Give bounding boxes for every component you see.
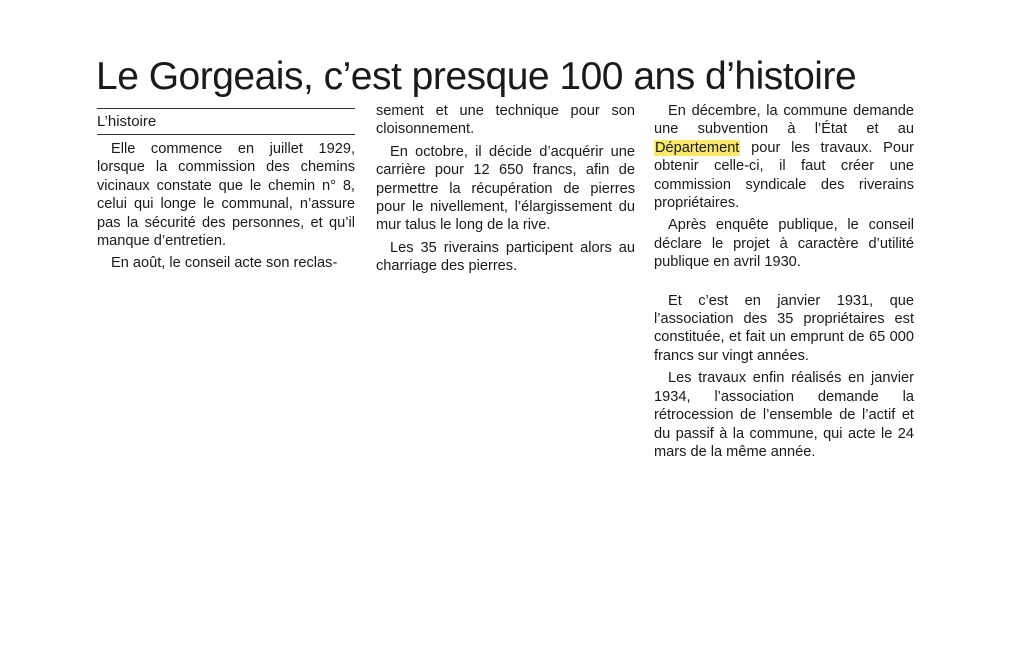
article-column-1 (97, 102, 355, 273)
paragraph-decembre (654, 102, 914, 212)
paragraph-intro: Elle commence en juillet 1929, lorsque la commission des chemins vicinaux constate que le chemin n° 8, celui qui longe le communal, n’assure pas la sécurité des personnes, et qu’il manque d’entretien. (97, 141, 355, 250)
article-headline: Le Gorgeais, c’est presque 100 ans d’histoire (96, 55, 857, 98)
paragraph-enquete: Après enquête publique, le conseil déclare le projet à caractère d’utilité publique en avril 1930. (654, 217, 914, 271)
paragraph-janvier-1931: Et c’est en janvier 1931, que l’association des 35 propriétaires est constituée, et fait un emprunt de 65 000 francs sur vingt années. (654, 292, 914, 364)
paragraph-continuation: sement et une technique pour son cloisonnement. (376, 103, 635, 138)
paragraph-riverains: Les 35 riverains participent alors au charriage des pierres. (376, 239, 635, 275)
section-heading: L’histoire (97, 108, 355, 135)
paragraph-octobre: En octobre, il décide d’acquérir une carrière pour 12 650 francs, afin de permettre la récupération de pierres pour le nivellement, l’élargissement du mur talus le long de la rive. (376, 143, 635, 234)
highlighted-word: Département (655, 139, 740, 156)
paragraph-travaux: Les travaux enfin réalisés en janvier 1934, l’association demande la rétrocession de l’ensemble de l’actif et du passif à la commune, qui acte le 24 mars de la même année. (654, 370, 914, 460)
article-column-3 (654, 102, 914, 461)
paragraph-decembre-part-a: En décembre, la commune demande une subvention à l’État et au (654, 103, 914, 138)
paragraph-aout: En août, le conseil acte son reclas- (111, 255, 338, 272)
paragraph-decembre-part-b: pour les travaux. Pour obtenir celle-ci, il faut créer une commission syndicale des riverains propriétaires. (654, 139, 914, 212)
article-column-2 (376, 102, 635, 276)
